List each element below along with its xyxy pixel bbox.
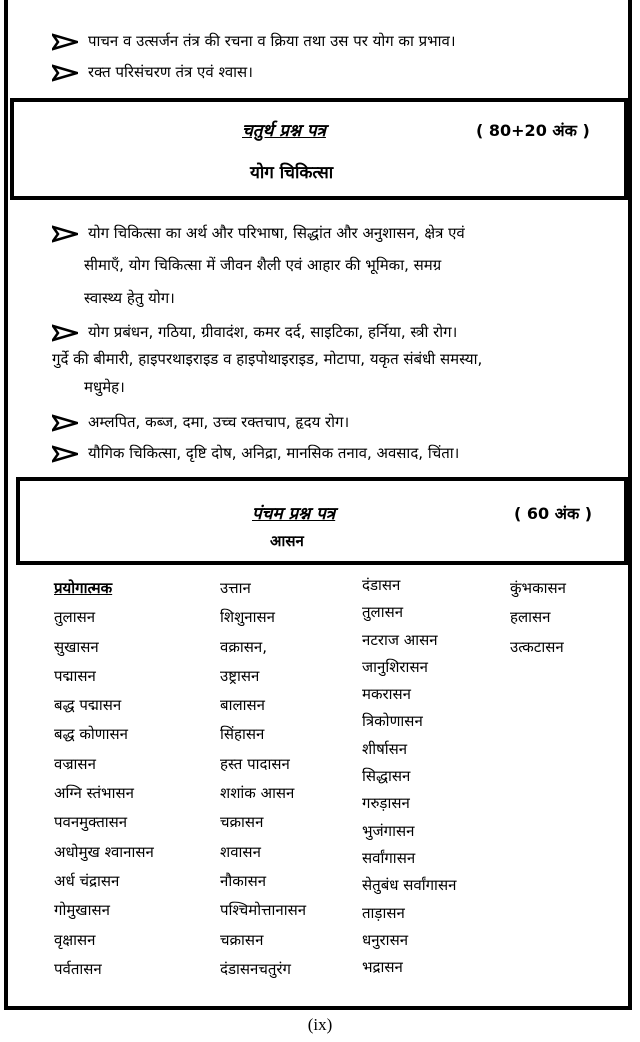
list-item: बालासन xyxy=(220,696,265,715)
list-item: सुखासन xyxy=(54,637,99,656)
asana-column-3 xyxy=(362,572,456,981)
list-item: नटराज आसन xyxy=(362,630,438,649)
list-item: दंडासन xyxy=(362,576,401,594)
bullet-continuation: गुर्दे की बीमारी, हाइपरथाइराइड व हाइपोथाइराइड, मोटापा, यकृत संबंधी समस्या, xyxy=(52,350,483,368)
list-item xyxy=(52,218,465,248)
asana-column-2 xyxy=(220,574,306,984)
list-item: धनुरासन xyxy=(362,930,409,949)
list-item: अधोमुख श्वानासन xyxy=(54,842,154,861)
list-item: वृक्षासन xyxy=(54,930,96,949)
column-heading: प्रयोगात्मक xyxy=(54,579,113,597)
page-number: (ix) xyxy=(307,1015,333,1034)
asana-column-4 xyxy=(510,574,566,662)
bullet-continuation: सीमाएँ, योग चिकित्सा में जीवन शैली एवं आहार की भूमिका, समग्र xyxy=(84,256,442,274)
bullet-text: यौगिक चिकित्सा, दृष्टि दोष, अनिद्रा, मानसिक तनाव, अवसाद, चिंता। xyxy=(88,444,460,462)
bullet-text: अम्लपित, कब्ज, दमा, उच्च रक्तचाप, हृदय रोग। xyxy=(88,413,350,431)
arrow-bullet-icon xyxy=(52,33,78,51)
bullet-continuation: मधुमेह। xyxy=(84,378,125,396)
list-item: शवासन xyxy=(220,842,261,861)
list-item: शीर्षासन xyxy=(362,739,408,758)
list-item: अर्ध चंद्रासन xyxy=(54,871,120,890)
list-item: शिशुनासन xyxy=(220,608,275,627)
list-item: जानुशिरासन xyxy=(362,657,428,676)
list-item: तुलासन xyxy=(54,608,96,627)
paper5-subject: आसन xyxy=(270,532,304,550)
list-item: पद्मासन xyxy=(54,666,96,685)
list-item xyxy=(52,407,349,437)
paper5-title: पंचम प्रश्न पत्र xyxy=(252,504,336,524)
list-item: सर्वांगासन xyxy=(362,848,416,867)
paper4-header-box xyxy=(10,98,628,200)
list-item xyxy=(52,317,457,347)
paper4-subject: योग चिकित्सा xyxy=(250,163,334,183)
list-item: कुंभकासन xyxy=(510,579,566,597)
list-item: सिद्धासन xyxy=(362,767,411,786)
list-item xyxy=(52,26,456,56)
bullet-text: रक्त परिसंचरण तंत्र एवं श्वास। xyxy=(88,63,253,81)
list-item: हलासन xyxy=(510,608,551,627)
paper4-title: चतुर्थ प्रश्न पत्र xyxy=(242,121,326,141)
list-item: उष्ट्रासन xyxy=(220,666,260,685)
bullet-text: योग चिकित्सा का अर्थ और परिभाषा, सिद्धांत और अनुशासन, क्षेत्र एवं xyxy=(88,224,465,242)
list-item: दंडासनचतुरंग xyxy=(220,959,291,978)
list-item: गोमुखासन xyxy=(54,901,110,920)
list-item: बद्ध कोणासन xyxy=(54,725,128,744)
list-item: त्रिकोणासन xyxy=(362,712,423,731)
bullet-continuation: स्वास्थ्य हेतु योग। xyxy=(84,289,175,307)
list-item: पर्वतासन xyxy=(54,959,102,978)
list-item: बद्ध पद्मासन xyxy=(54,696,122,715)
list-item: सेतुबंध सर्वांगासन xyxy=(362,876,457,895)
list-item: भद्रासन xyxy=(362,958,403,977)
list-item xyxy=(52,438,459,468)
paper4-marks: ( 80+20 अंक ) xyxy=(476,121,590,140)
list-item: चक्रासन xyxy=(220,813,264,832)
list-item: तुलासन xyxy=(362,603,404,622)
list-item xyxy=(52,57,253,87)
bullet-text: पाचन व उत्सर्जन तंत्र की रचना व क्रिया तथा उस पर योग का प्रभाव। xyxy=(88,32,456,50)
list-item: उत्कटासन xyxy=(510,637,564,656)
list-item: नौकासन xyxy=(220,871,267,890)
list-item: वज्रासन xyxy=(54,754,96,773)
list-item: शशांक आसन xyxy=(220,784,295,803)
list-item: भुजंगासन xyxy=(362,821,415,840)
arrow-bullet-icon xyxy=(52,64,78,82)
arrow-bullet-icon xyxy=(52,445,78,463)
list-item: अग्नि स्तंभासन xyxy=(54,784,134,803)
list-item: सिंहासन xyxy=(220,725,265,744)
bullet-text: योग प्रबंधन, गठिया, ग्रीवादंश, कमर दर्द, साइटिका, हर्निया, स्त्री रोग। xyxy=(88,323,458,341)
arrow-bullet-icon xyxy=(52,414,78,432)
list-item: चक्रासन xyxy=(220,930,264,949)
list-item: पवनमुक्तासन xyxy=(54,813,128,832)
list-item: गरुड़ासन xyxy=(362,794,410,813)
list-item: मकरासन xyxy=(362,685,411,704)
list-item: ताड़ासन xyxy=(362,903,405,922)
asana-column-1 xyxy=(54,574,154,984)
arrow-bullet-icon xyxy=(52,225,78,243)
arrow-bullet-icon xyxy=(52,324,78,342)
list-item: पश्चिमोत्तानासन xyxy=(220,901,307,920)
list-item: हस्त पादासन xyxy=(220,754,290,773)
paper5-header-box xyxy=(16,477,628,565)
list-item: उत्तान xyxy=(220,579,251,597)
list-item: वक्रासन, xyxy=(220,637,267,656)
paper5-marks: ( 60 अंक ) xyxy=(514,504,593,523)
